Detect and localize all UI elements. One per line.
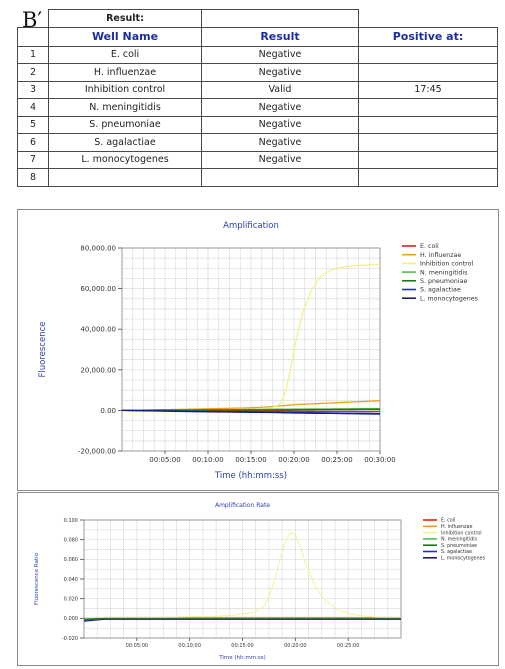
y-tick-label: 0.00 xyxy=(100,406,116,415)
legend-label: N. meningitidis xyxy=(420,269,468,277)
amplification-panel xyxy=(17,209,499,491)
x-axis-label: Time (hh:mm:ss) xyxy=(214,471,288,481)
header-result: Result xyxy=(202,27,359,46)
table-row xyxy=(18,46,498,64)
table-row xyxy=(18,116,498,134)
positive-at-cell xyxy=(359,46,498,64)
well-name-cell: L. monocytogenes xyxy=(49,151,202,169)
result-summary-row xyxy=(18,10,498,28)
legend-label: H. influenzae xyxy=(420,251,462,259)
positive-at-cell xyxy=(359,64,498,82)
amplification-rate-chart xyxy=(18,493,498,665)
result-cell: Negative xyxy=(202,46,359,64)
row-index: 1 xyxy=(18,46,49,64)
x-tick-label: 00:30:00 xyxy=(364,456,396,464)
x-tick-label: 00:05:00 xyxy=(149,456,181,464)
amplification-rate-panel xyxy=(17,492,499,666)
x-tick-label: 00:25:00 xyxy=(336,643,360,649)
well-name-cell: S. agalactiae xyxy=(49,134,202,152)
positive-at-cell xyxy=(359,151,498,169)
y-tick-label: 0.020 xyxy=(63,596,78,603)
result-cell: Negative xyxy=(202,151,359,169)
legend-label: S. pneumoniae xyxy=(420,278,468,286)
chart-title: Amplification xyxy=(223,221,279,231)
x-tick-label: 00:20:00 xyxy=(284,643,307,649)
y-tick-label: 0.000 xyxy=(63,616,78,623)
well-name-cell: N. meningitidis xyxy=(49,99,202,117)
result-cell: Negative xyxy=(202,134,359,152)
legend-label: Inhibition control xyxy=(420,260,474,268)
x-tick-label: 00:15:00 xyxy=(235,456,267,464)
table-row xyxy=(18,151,498,169)
table-row xyxy=(18,169,498,187)
y-tick-label: 20,000.00 xyxy=(80,366,116,375)
y-axis-label: Fluorescence Ratio xyxy=(34,552,40,606)
y-tick-label: 40,000.00 xyxy=(80,325,116,334)
y-tick-label: 60,000.00 xyxy=(80,285,116,294)
row-index: 4 xyxy=(18,99,49,117)
positive-at-cell: 17:45 xyxy=(359,81,498,99)
table-row xyxy=(18,134,498,152)
panel-tag: B′ xyxy=(22,8,43,32)
row-index: 2 xyxy=(18,64,49,82)
legend-label: L. monocytogenes xyxy=(420,295,478,303)
header-positive-at: Positive at: xyxy=(359,27,498,46)
x-tick-label: 00:05:00 xyxy=(125,643,149,649)
header-well-name: Well Name xyxy=(49,27,202,46)
legend-label: S. pneumoniae xyxy=(441,543,478,549)
well-name-cell: S. pneumoniae xyxy=(49,116,202,134)
positive-at-cell xyxy=(359,169,498,187)
table-row xyxy=(18,64,498,82)
x-tick-label: 00:15:00 xyxy=(231,643,254,649)
legend-label: Inhibition control xyxy=(441,531,482,537)
x-tick-label: 00:10:00 xyxy=(192,456,224,464)
well-name-cell xyxy=(49,169,202,187)
row-index: 5 xyxy=(18,116,49,134)
result-cell: Negative xyxy=(202,64,359,82)
result-cell: Valid xyxy=(202,81,359,99)
row-index: 6 xyxy=(18,134,49,152)
positive-at-cell xyxy=(359,134,498,152)
legend-label: L. monocytogenes xyxy=(441,556,486,562)
result-cell: Negative xyxy=(202,116,359,134)
legend-label: N. meningitidis xyxy=(441,537,478,543)
y-axis-label: Fluorescence xyxy=(38,321,48,378)
y-tick-label: -0.020 xyxy=(61,635,78,642)
result-cell: Negative xyxy=(202,99,359,117)
legend-label: E. coli xyxy=(441,518,456,524)
table-row xyxy=(18,99,498,117)
y-tick-label: 0.080 xyxy=(63,537,78,544)
result-value-cell xyxy=(202,10,359,28)
chart-title: Amplification Rate xyxy=(214,502,271,509)
y-tick-label: -20,000.00 xyxy=(77,447,116,456)
positive-at-cell xyxy=(359,99,498,117)
y-tick-label: 0.100 xyxy=(63,517,78,524)
x-axis-label: Time (hh:mm:ss) xyxy=(219,655,266,661)
y-tick-label: 0.060 xyxy=(63,557,78,564)
well-name-cell: E. coli xyxy=(49,46,202,64)
row-index: 3 xyxy=(18,81,49,99)
legend-label: E. coli xyxy=(420,243,439,251)
row-index: 7 xyxy=(18,151,49,169)
results-table xyxy=(17,9,498,187)
result-cell xyxy=(202,169,359,187)
x-tick-label: 00:20:00 xyxy=(278,456,310,464)
x-tick-label: 00:25:00 xyxy=(321,456,353,464)
y-tick-label: 0.040 xyxy=(63,576,78,583)
legend-label: H. influenzae xyxy=(441,524,473,530)
result-empty-cell xyxy=(359,10,498,28)
table-header-row xyxy=(18,27,498,46)
x-tick-label: 00:10:00 xyxy=(178,643,201,649)
y-tick-label: 80,000.00 xyxy=(80,244,116,253)
legend-label: S. agalactiae xyxy=(420,286,461,294)
row-index: 8 xyxy=(18,169,49,187)
amplification-chart xyxy=(18,210,498,490)
table-row xyxy=(18,81,498,99)
well-name-cell: Inhibition control xyxy=(49,81,202,99)
well-name-cell: H. influenzae xyxy=(49,64,202,82)
legend-label: S. agalactiae xyxy=(441,550,473,556)
positive-at-cell xyxy=(359,116,498,134)
result-label: Result: xyxy=(49,10,202,28)
